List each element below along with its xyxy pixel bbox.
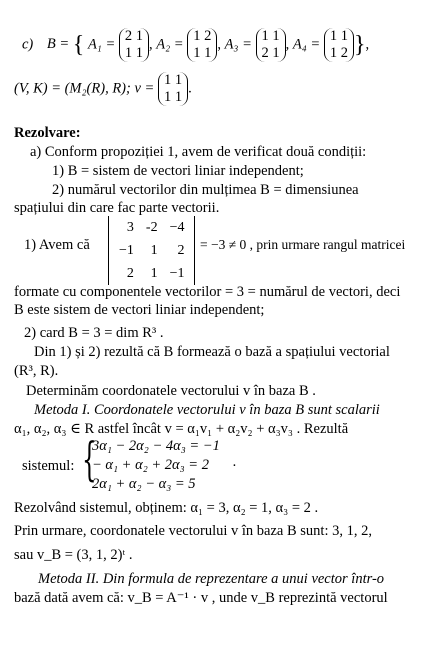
det-cell: 2 [126,266,134,281]
line-8: 2) card B = 3 = dim R³ . [24,325,164,341]
det-cell: −4 [169,220,185,235]
system-eq-2: − α₁ + α₂ + 2α₃ = 2 [92,457,209,473]
system-eq-3: 2α₁ + α₂ − α₃ = 5 [92,476,196,492]
line-2: 1) B = sistem de vectori liniar independent; [52,163,304,179]
matrix-a2 [187,28,217,62]
line-5a: 1) Avem că [24,237,90,253]
matrix-a4-row1: 1 1 [329,28,348,44]
det-row [113,262,190,285]
a2-label: A₂ = [156,36,184,53]
space-line: (V, K) = (M₂(R), R); v = 1 1 1 1 . [14,72,192,105]
item-label: c) [22,36,34,53]
line-10: (R³, R). [14,363,59,379]
line-17: sau v_B = (3, 1, 2)ᵗ . [14,547,133,563]
system-eq-1: 3α₁ − 2α₂ − 4α₃ = −1 [92,438,220,454]
det-cell: 1 [150,243,158,258]
line-5b: = −3 ≠ 0 , prin urmare rangul matricei [200,237,406,252]
space-expr: (V, K) = (M₂(R), R); v = [14,80,155,97]
line-13: α₁, α₂, α₃ ∈ R astfel încât v = α₁v₁ + α₂v₂ + α₃v₃ . Rezultă [14,421,349,437]
a1-label: A₁ = [87,36,116,53]
det-cell: -2 [145,220,158,235]
line-7: B este sistem de vectori liniar independent; [14,302,265,318]
det-row [113,216,190,239]
brace-close: } [353,32,366,58]
det-cell: 1 [150,266,158,281]
line-14: sistemul: [22,458,75,474]
line-18 [38,570,384,588]
line-19: bază dată avem că: v_B = A⁻¹ · v , unde v_B reprezintă vectorul [14,590,388,606]
system-brace: { [82,432,97,486]
line-4: spațiului din care fac parte vectorii. [14,200,220,216]
a4-label: A₄ = [292,36,321,53]
determinant-table [113,216,190,285]
line-11: Determinăm coordonatele vectorului v în baza B . [26,383,316,399]
matrix-a2-row2: 1 1 [193,45,212,61]
matrix-a1 [119,28,149,62]
brace-open: { [72,32,85,58]
matrix-a3-row1: 1 1 [261,28,280,44]
set-b-label: B = [46,36,70,53]
heading-rezolvare: Rezolvare: [14,125,81,141]
line-15: Rezolvând sistemul, obținem: α₁ = 3, α₂ = 1, α₃ = 2 . [14,500,319,516]
matrix-v [158,72,188,106]
line-18-text: Metoda II. Din formula de reprezentare a unui vector într-o [38,571,385,587]
matrix-a4 [324,28,354,62]
matrix-v-row1: 1 1 [163,72,183,88]
det-cell: 2 [177,243,185,258]
header-set-line: c) B = { A₁ = 2 1 1 1 , A₂ = 1 2 1 1 , A₃ = 1 1 2 1 , A₄ = 1 1 1 2 }, [22,28,370,61]
line-1: a) Conform propoziției 1, avem de verificat două condiții: [30,144,367,160]
matrix-v-row2: 1 1 [163,89,183,105]
matrix-a4-row2: 1 2 [329,45,348,61]
matrix-a1-row2: 1 1 [124,45,144,61]
matrix-a2-row1: 1 2 [193,28,212,44]
line-6: formate cu componentele vectorilor = 3 = numărul de vectori, deci [14,284,401,300]
a3-label: A₃ = [224,36,252,53]
matrix-a3-row2: 2 1 [261,45,280,61]
line-3: 2) numărul vectorilor din mulțimea B = dimensiunea [52,182,359,198]
matrix-a1-row1: 2 1 [124,28,144,44]
det-cell: −1 [119,243,134,258]
determinant [108,216,195,285]
line-16: Prin urmare, coordonatele vectorului v în baza B sunt: 3, 1, 2, [14,523,372,539]
system-end: · [232,458,237,474]
matrix-a3 [256,28,286,62]
line-12-text: Metoda I. Coordonatele vectorului v în baza B sunt scalarii [34,402,380,418]
line-12 [34,401,380,419]
det-row [113,239,190,262]
det-cell: −1 [169,266,185,281]
det-cell: 3 [126,220,134,235]
line-9: Din 1) și 2) rezultă că B formează o bază a spațiului vectorial [34,344,390,360]
